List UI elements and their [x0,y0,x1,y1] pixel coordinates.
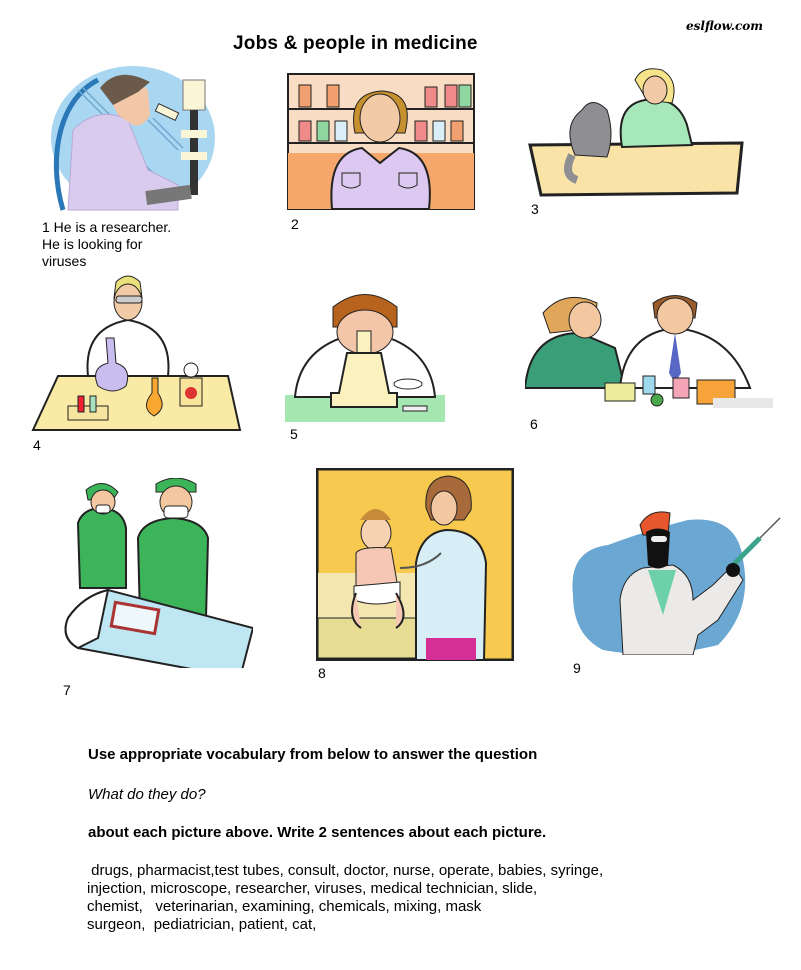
picture-2-pharmacist [287,73,475,210]
picture-7-surgeons [58,478,253,668]
caption-line: 1 He is a researcher. [42,219,172,235]
instruction-line-1: Use appropriate vocabulary from below to answer the question [88,746,538,763]
picture-6-doctor-consult [525,288,775,410]
picture-7-number: 7 [63,682,71,698]
picture-3-number: 3 [531,201,539,217]
picture-4-number: 4 [33,437,41,453]
picture-8-number: 8 [318,665,326,681]
picture-5-medical-technician [285,287,445,422]
question-text: What do they do? [88,786,206,803]
picture-8-pediatrician [316,468,514,661]
page-title: Jobs & people in medicine [233,33,478,54]
picture-6-number: 6 [530,416,538,432]
picture-2-number: 2 [291,216,299,232]
picture-3-veterinarian [527,65,747,197]
vocabulary-line: injection, microscope, researcher, viruses, medical technician, slide, [87,880,538,897]
vocabulary-line: chemist, veterinarian, examining, chemicals, mixing, mask [87,898,482,915]
picture-1-caption [42,219,212,270]
picture-5-number: 5 [290,426,298,442]
vocabulary-line: surgeon, pediatrician, patient, cat, [87,916,317,933]
picture-4-chemist [28,268,243,433]
instruction-line-2: about each picture above. Write 2 sentences about each picture. [88,824,547,841]
caption-line: He is looking for [42,236,143,252]
picture-9-nurse-syringe [568,510,788,655]
caption-line: viruses [42,253,87,269]
site-watermark: eslflow.com [686,19,763,33]
picture-9-number: 9 [573,660,581,676]
vocabulary-line: drugs, pharmacist,test tubes, consult, doctor, nurse, operate, babies, syringe, [87,862,604,879]
vocabulary-list [87,862,767,934]
picture-1-researcher [38,60,218,215]
